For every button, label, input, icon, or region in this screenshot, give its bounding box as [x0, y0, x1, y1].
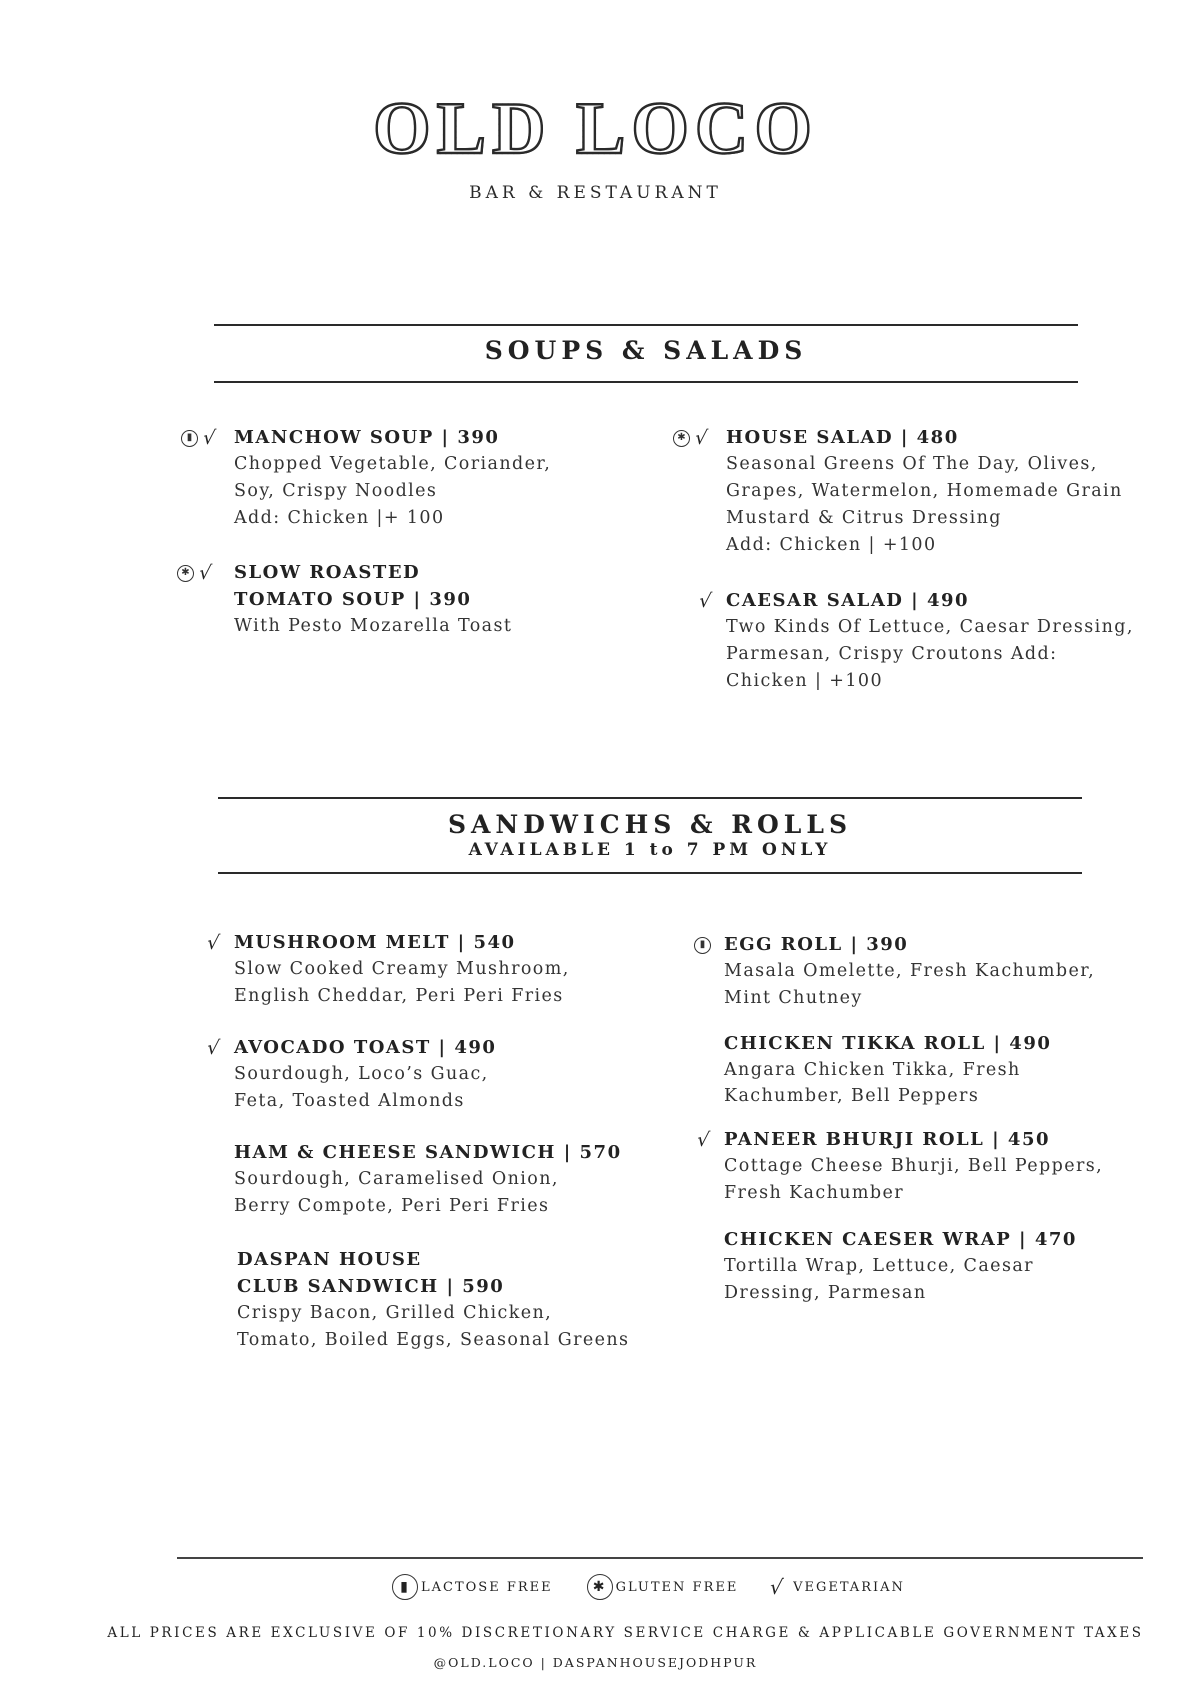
vegetarian-icon: √ [693, 426, 709, 449]
item-desc-line: Dressing, Parmesan [724, 1283, 927, 1303]
menu-item-chicken-tikka-roll [724, 1030, 1144, 1108]
item-name: SLOW ROASTED [234, 562, 421, 583]
section-rule-bottom [218, 872, 1082, 874]
gluten-free-icon: ✱ [587, 1574, 613, 1600]
item-desc-line: Two Kinds Of Lettuce, Caesar Dressing, [726, 617, 1134, 637]
item-desc-line: Chopped Vegetable, Coriander, [234, 454, 552, 474]
menu-item-avocado-toast [205, 1034, 654, 1115]
item-name: HAM & CHEESE SANDWICH | 570 [234, 1142, 622, 1163]
dietary-icons [181, 427, 215, 449]
item-desc-line: Feta, Toasted Almonds [234, 1091, 465, 1111]
item-desc-line: Angara Chicken Tikka, Fresh [724, 1060, 1021, 1080]
dietary-legend [392, 1574, 905, 1600]
item-desc-line: Sourdough, Caramelised Onion, [234, 1169, 559, 1189]
item-desc-line: Parmesan, Crispy Croutons Add: [726, 644, 1058, 664]
social-handles: @OLD.LOCO | DASPANHOUSEJODHPUR [433, 1655, 758, 1670]
section-rule-top [214, 324, 1078, 326]
menu-item-paneer-bhurji-roll [695, 1126, 1144, 1207]
menu-item-house-salad [677, 424, 1146, 559]
vegetarian-icon: √ [205, 1036, 221, 1059]
item-desc-line: Kachumber, Bell Peppers [724, 1086, 980, 1106]
dietary-icons [699, 590, 711, 612]
section-subtitle-availability: AVAILABLE 1 to 7 PM ONLY [468, 840, 832, 860]
restaurant-logo [0, 88, 1191, 170]
lactose-free-icon: ▮ [181, 430, 198, 447]
item-desc-line: Grapes, Watermelon, Homemade Grain [726, 481, 1123, 501]
item-desc-line: Add: Chicken | +100 [726, 535, 937, 555]
dietary-icons [177, 562, 211, 584]
item-desc-line: Seasonal Greens Of The Day, Olives, [726, 454, 1098, 474]
menu-item-mushroom-melt [205, 929, 654, 1010]
item-name: MUSHROOM MELT | 540 [234, 932, 516, 953]
menu-item-egg-roll [699, 931, 1144, 1012]
vegetarian-icon: √ [768, 1575, 787, 1599]
dietary-icons [673, 427, 707, 449]
dietary-icons [207, 1037, 219, 1059]
logo-text: OLD LOCO [373, 88, 818, 170]
item-desc-line: With Pesto Mozarella Toast [234, 616, 513, 636]
menu-item-manchow-soup [186, 424, 654, 532]
item-desc-line: Mint Chutney [724, 988, 863, 1008]
item-desc-line: Cottage Cheese Bhurji, Bell Peppers, [724, 1156, 1104, 1176]
item-name: CAESAR SALAD | 490 [726, 590, 970, 611]
item-name: HOUSE SALAD | 480 [726, 427, 959, 448]
item-name: CLUB SANDWICH | 590 [237, 1276, 505, 1297]
item-desc-line: Masala Omelette, Fresh Kachumber, [724, 961, 1096, 981]
section-rule-top [218, 797, 1082, 799]
dietary-icons [207, 932, 219, 954]
vegetarian-icon: √ [695, 1128, 711, 1151]
footer-rule [177, 1557, 1143, 1559]
dietary-icons [697, 1129, 709, 1151]
menu-item-chicken-caeser-wrap [724, 1226, 1144, 1307]
item-desc-line: Chicken | +100 [726, 671, 883, 691]
menu-item-ham-cheese-sandwich [234, 1139, 654, 1220]
vegetarian-icon: √ [201, 426, 217, 449]
gluten-free-icon: ✱ [673, 430, 690, 447]
menu-item-caesar-salad [697, 587, 1146, 695]
vegetarian-icon: √ [197, 561, 213, 584]
item-name: TOMATO SOUP | 390 [234, 589, 472, 610]
section-rule-bottom [214, 381, 1078, 383]
item-desc-line: Tomato, Boiled Eggs, Seasonal Greens [237, 1330, 630, 1350]
legend-gluten-free: GLUTEN FREE [615, 1579, 739, 1595]
item-desc-line: Fresh Kachumber [724, 1183, 905, 1203]
vegetarian-icon: √ [697, 589, 713, 612]
pricing-note: ALL PRICES ARE EXCLUSIVE OF 10% DISCRETIONARY SERVICE CHARGE & APPLICABLE GOVERNMENT TAXES [107, 1625, 1144, 1641]
item-desc-line: English Cheddar, Peri Peri Fries [234, 986, 564, 1006]
item-desc-line: Tortilla Wrap, Lettuce, Caesar [724, 1256, 1034, 1276]
section-title-soups: SOUPS & SALADS [484, 336, 808, 365]
lactose-free-icon: ▮ [694, 937, 711, 954]
item-name: MANCHOW SOUP | 390 [234, 427, 500, 448]
item-name: PANEER BHURJI ROLL | 450 [724, 1129, 1050, 1150]
item-name: DASPAN HOUSE [237, 1249, 422, 1270]
dietary-icons [694, 934, 711, 956]
item-desc-line: Berry Compote, Peri Peri Fries [234, 1196, 550, 1216]
item-desc-line: Slow Cooked Creamy Mushroom, [234, 959, 570, 979]
item-desc-line: Mustard & Citrus Dressing [726, 508, 1002, 528]
item-desc-line: Soy, Crispy Noodles [234, 481, 438, 501]
gluten-free-icon: ✱ [177, 565, 194, 582]
item-desc-line: Crispy Bacon, Grilled Chicken, [237, 1303, 553, 1323]
item-name: EGG ROLL | 390 [724, 934, 909, 955]
item-desc-line: Sourdough, Loco’s Guac, [234, 1064, 489, 1084]
section-title-sandwiches: SANDWICHS & ROLLS [447, 810, 853, 839]
item-desc-line: Add: Chicken |+ 100 [234, 508, 445, 528]
vegetarian-icon: √ [205, 931, 221, 954]
menu-item-tomato-soup [181, 559, 654, 640]
restaurant-subtitle: BAR & RESTAURANT [469, 183, 722, 203]
item-name: CHICKEN CAESER WRAP | 470 [724, 1229, 1077, 1250]
lactose-free-icon: ▮ [392, 1574, 418, 1600]
item-name: AVOCADO TOAST | 490 [234, 1037, 497, 1058]
menu-item-club-sandwich [237, 1246, 657, 1354]
legend-vegetarian: VEGETARIAN [793, 1579, 905, 1595]
item-name: CHICKEN TIKKA ROLL | 490 [724, 1033, 1052, 1054]
legend-lactose-free: LACTOSE FREE [421, 1579, 553, 1595]
